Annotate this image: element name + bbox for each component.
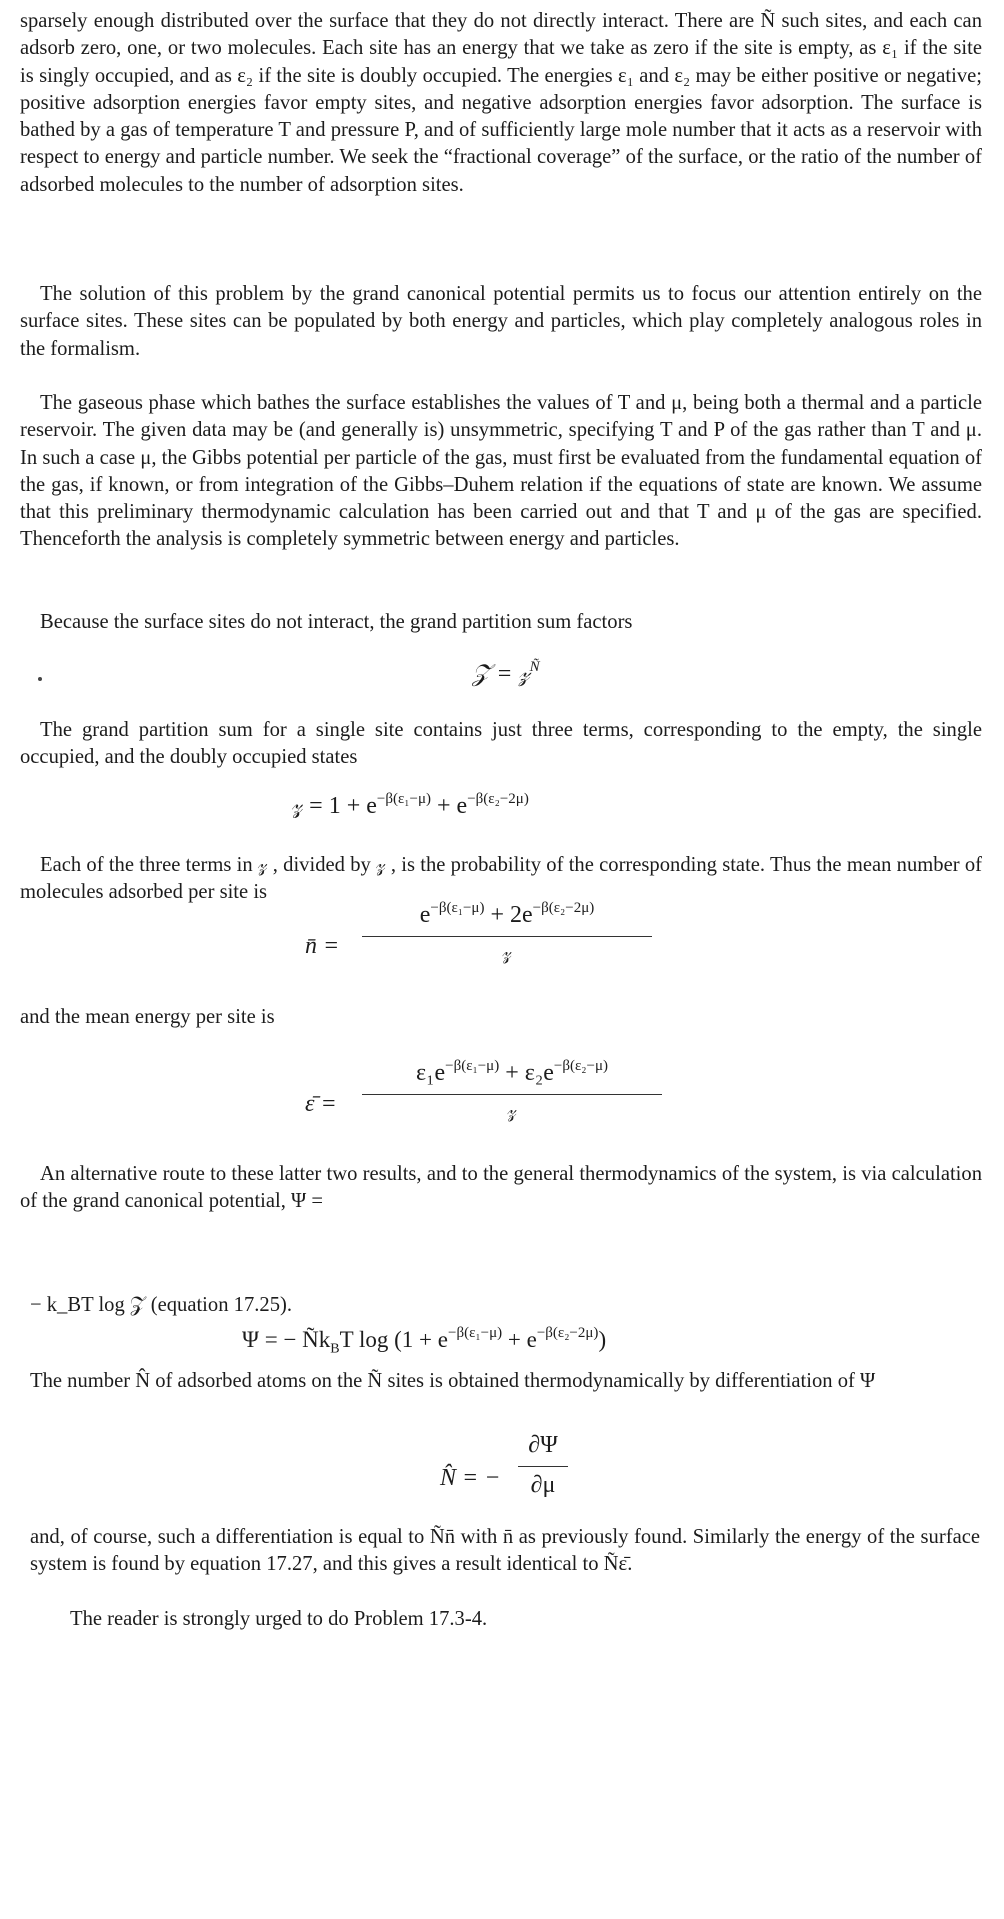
- paragraph-grand-canonical-solution: The solution of this problem by the grand canonical potential permits us to focus our attention entirely on the surface sites. These sites can be populated by both energy and particles, which play completely analogous roles in the formalism.: [20, 283, 982, 360]
- equation-derivative-lhs: N̂ = −: [440, 1465, 501, 1491]
- fraction-bar: [518, 1466, 568, 1467]
- equation-mean-energy-lhs: ε̄ =: [305, 1091, 337, 1117]
- equation-mean-number-fraction: [362, 900, 652, 965]
- equation-text: + 2e: [484, 902, 533, 928]
- equation-exponent: Ñ: [529, 659, 540, 675]
- equation-exponent: −β(ε₂−2μ): [467, 791, 529, 807]
- equation-exponent: −β(ε₂−μ): [553, 1058, 608, 1074]
- equation-grand-partition-sum: [472, 660, 540, 688]
- paragraph-partition-sum-factors: Because the surface sites do not interact, the grand partition sum factors: [40, 611, 633, 633]
- fraction-numerator: [362, 1058, 662, 1088]
- equation-text: + ε₂e: [499, 1060, 554, 1086]
- paragraph-gaseous-phase: The gaseous phase which bathes the surface establishes the values of T and μ, being both a thermal and a particle reservoir. The given data may be (and generally is) unsymmetric, specifying T and P of the gas rather than T and μ. In such a case μ, the Gibbs potential per particle of the gas, must first be evaluated from the fundamental equation of the gas, if known, or from integration of the Gibbs–Duhem relation if the equations of state are known. We assume that this preliminary thermodynamic calculation has been carried out and that T and μ of the gas are specified. Thenceforth the analysis is completely symmetric between energy and particles.: [20, 392, 982, 551]
- equation-single-site-sum: [292, 792, 529, 820]
- equation-derivative-fraction: [518, 1430, 568, 1499]
- equation-exponent: −β(ε₂−2μ): [532, 900, 595, 916]
- equation-exponent: −β(ε₁−μ): [445, 1058, 500, 1074]
- fraction-bar: [362, 936, 652, 937]
- paragraph-alternative-route: An alternative route to these latter two results, and to the general thermodynamics of the system, is via calculation of the grand canonical potential, Ψ =: [20, 1163, 982, 1213]
- fraction-numerator: [362, 900, 652, 930]
- fraction-denominator: ∂μ: [530, 1472, 556, 1498]
- fraction-denominator: 𝓏: [502, 942, 512, 964]
- equation-exponent: −β(ε₁−μ): [430, 900, 485, 916]
- fraction-bar: [362, 1094, 662, 1095]
- equation-text: + e: [502, 1327, 537, 1352]
- equation-subscript: B: [330, 1341, 340, 1357]
- equation-mean-number-lhs: n̄ =: [305, 933, 340, 959]
- equation-text: ε₁e: [416, 1060, 446, 1086]
- fraction-numerator: ∂Ψ: [528, 1432, 558, 1458]
- equation-grand-potential: [242, 1326, 606, 1364]
- equation-text: e: [419, 902, 431, 928]
- stray-dot-mark: [38, 677, 42, 681]
- paragraph-differentiation-result: and, of course, such a differentiation is equal to Ñn̄ with n̄ as previously found. Similarly the energy of the surface system is found by equation 17.27, and this gives a result identical to Ñε̄.: [30, 1526, 980, 1576]
- equation-exponent: −β(ε₁−μ): [376, 791, 432, 807]
- equation-mean-energy-fraction: [362, 1058, 662, 1123]
- fraction-denominator: 𝓏: [507, 1100, 517, 1122]
- equation-text: 𝓏 = 1 + e: [292, 793, 377, 819]
- equation-exponent: −β(ε₂−2μ): [536, 1325, 599, 1341]
- equation-text: T log (1 + e: [339, 1327, 448, 1352]
- paragraph-equation-reference: − k_BT log 𝒵 (equation 17.25).: [30, 1294, 292, 1316]
- equation-text: ): [598, 1327, 607, 1352]
- equation-text: Ψ = − Ñk: [242, 1327, 331, 1352]
- paragraph-mean-energy: and the mean energy per site is: [20, 1006, 275, 1028]
- paragraph-state-probability: Each of the three terms in 𝓏 , divided by 𝓏 , is the probability of the corresponding state. Thus the mean number of molecules adsorbed per site is: [20, 854, 982, 904]
- equation-text: + e: [431, 793, 468, 819]
- paragraph-problem-reference: The reader is strongly urged to do Problem 17.3-4.: [70, 1608, 488, 1630]
- equation-exponent: −β(ε₁−μ): [448, 1325, 503, 1341]
- equation-text: 𝒵 = 𝓏: [472, 661, 530, 687]
- paragraph-adsorbed-atoms: The number N̂ of adsorbed atoms on the Ñ sites is obtained thermodynamically by differentiation of Ψ: [30, 1370, 876, 1392]
- paragraph-single-site-terms: The grand partition sum for a single site contains just three terms, corresponding to the empty, the single occupied, and the doubly occupied states: [20, 719, 982, 769]
- paragraph-adsorption-sites: sparsely enough distributed over the surface that they do not directly interact. There are Ñ such sites, and each can adsorb zero, one, or two molecules. Each site has an energy that we take as zero if the site is empty, as ε₁ if the site is singly occupied, and as ε₂ if the site is doubly occupied. The energies ε₁ and ε₂ may be either positive or negative; positive adsorption energies favor empty sites, and negative adsorption energies favor adsorption. The surface is bathed by a gas of temperature T and pressure P, and of sufficiently large mole number that it acts as a reservoir with respect to energy and particle number. We seek the “fractional coverage” of the surface, or the ratio of the number of adsorbed molecules to the number of adsorption sites.: [20, 10, 982, 196]
